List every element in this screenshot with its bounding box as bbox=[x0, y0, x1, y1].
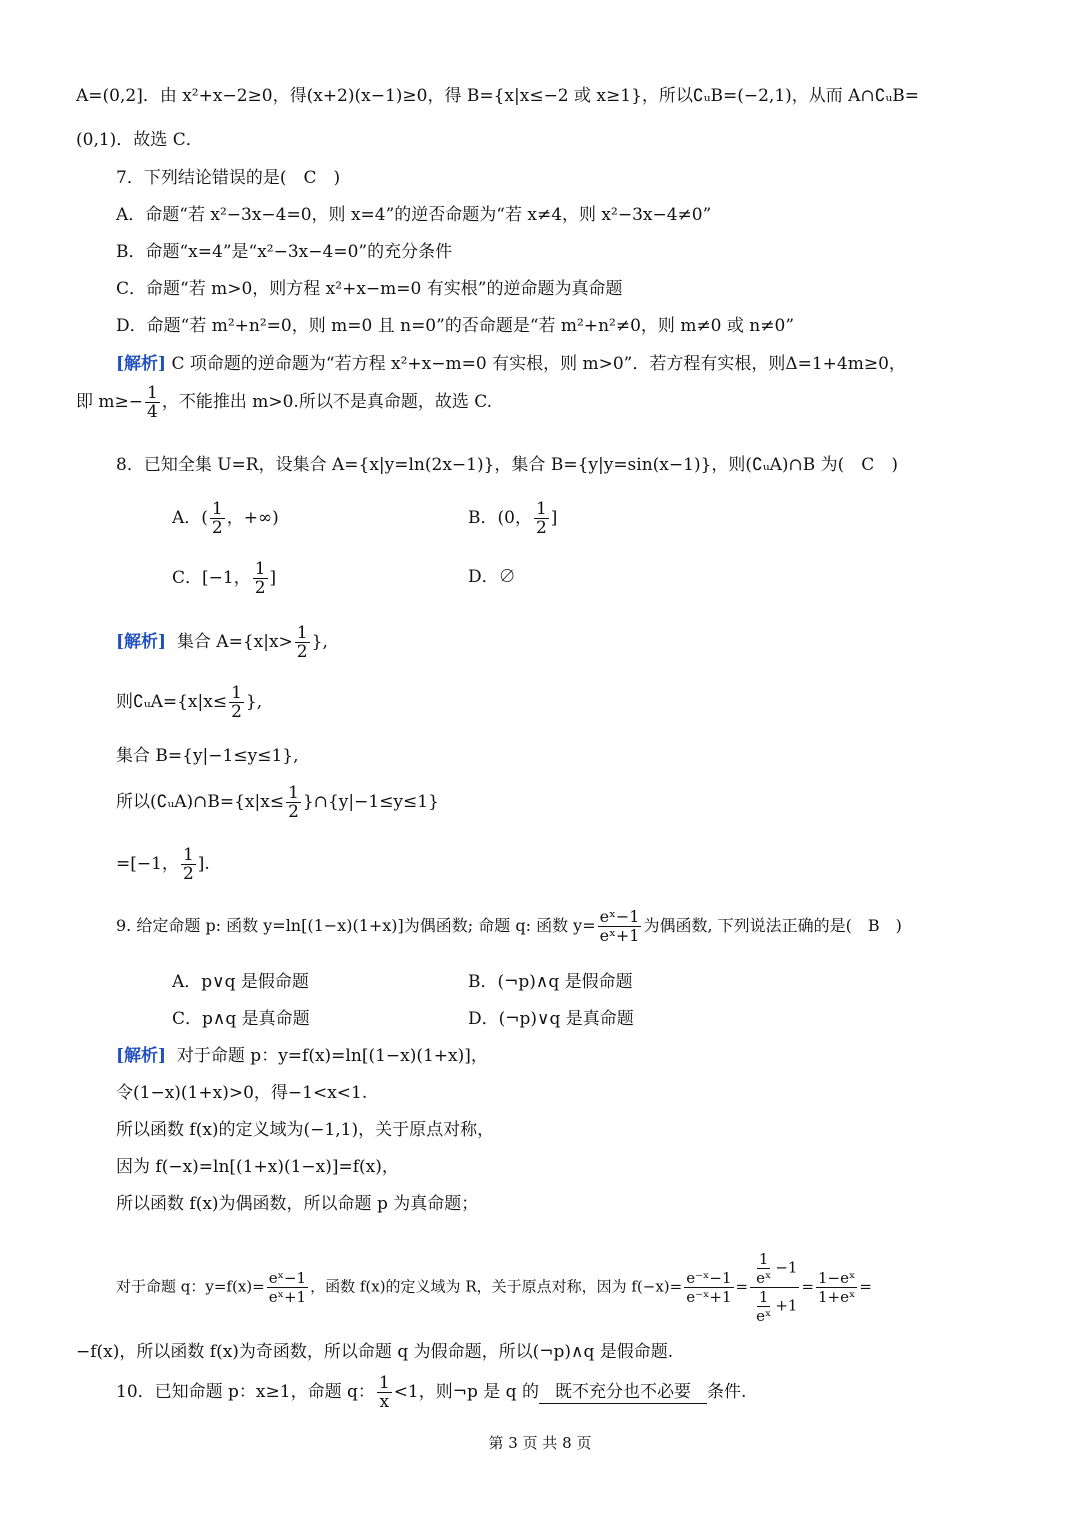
compound-fraction bbox=[750, 1250, 799, 1325]
numerator: 1 bbox=[147, 383, 158, 403]
analysis-line bbox=[116, 352, 906, 376]
answer-blank: 既不充分也不必要 bbox=[539, 1381, 707, 1404]
option-text: B．(0， bbox=[468, 508, 532, 528]
analysis-line bbox=[116, 846, 210, 883]
option-b: B．(¬p)∧q 是假命题 bbox=[468, 972, 633, 992]
numerator: e⁻ˣ−1 bbox=[686, 1269, 732, 1287]
denominator: eˣ bbox=[756, 1269, 772, 1287]
analysis-line bbox=[116, 684, 262, 721]
option-a: A．命题“若 x²−3x−4=0，则 x=4”的逆否命题为“若 x≠4，则 x²−3x−4≠0” bbox=[116, 205, 712, 225]
numerator: 1 bbox=[296, 623, 308, 643]
analysis-text: 所以(∁ᵤA)∩B={x|x≤ bbox=[116, 792, 285, 812]
option-text: ，+∞) bbox=[226, 508, 279, 528]
analysis-line bbox=[116, 1250, 872, 1325]
denominator bbox=[750, 1288, 799, 1325]
numerator: 1 bbox=[182, 845, 194, 865]
fraction bbox=[267, 1269, 308, 1306]
fraction bbox=[253, 560, 268, 597]
analysis-line: 因为 f(−x)=ln[(1+x)(1−x)]=f(x)， bbox=[116, 1157, 399, 1177]
numerator: 1 bbox=[211, 499, 223, 519]
page-footer: 第 3 页 共 8 页 bbox=[488, 1434, 592, 1452]
analysis-line bbox=[116, 624, 328, 661]
option-c bbox=[172, 560, 276, 597]
denominator: 2 bbox=[211, 518, 223, 538]
analysis-tag: [解析] bbox=[116, 354, 167, 374]
option-d: D．∅ bbox=[468, 567, 516, 587]
question-9-stem bbox=[116, 908, 902, 945]
equals-sign: = bbox=[735, 1277, 749, 1296]
option-text: ] bbox=[269, 568, 277, 588]
text-line: A=(0,2]．由 x²+x−2≥0，得(x+2)(x−1)≥0，得 B={x|x≤−2 或 x≥1}，所以∁ᵤB=(−2,1)，从而 A∩∁ᵤB= bbox=[76, 86, 920, 106]
denominator: 2 bbox=[296, 642, 308, 662]
question-text: 为偶函数, 下列说法正确的是( B ) bbox=[643, 916, 902, 935]
question-8-stem: 8．已知全集 U=R，设集合 A={x|y=ln(2x−1)}，集合 B={y|y=sin(x−1)}，则(∁ᵤA)∩B 为( C ) bbox=[116, 455, 898, 475]
numerator: 1 bbox=[758, 1250, 769, 1268]
analysis-text: }∩{y|−1≤y≤1} bbox=[302, 792, 439, 812]
analysis-line: −f(x)，所以函数 f(x)为奇函数，所以命题 q 为假命题，所以(¬p)∧q 是假命题. bbox=[76, 1342, 674, 1362]
analysis-text: }, bbox=[245, 692, 263, 712]
denominator: 2 bbox=[535, 518, 547, 538]
question-text: <1，则¬p 是 q 的 bbox=[393, 1382, 539, 1402]
denominator: 4 bbox=[147, 402, 158, 422]
analysis-line bbox=[116, 784, 439, 821]
analysis-text: }, bbox=[311, 632, 328, 652]
analysis-tag: [解析] bbox=[116, 632, 167, 652]
fraction bbox=[286, 784, 301, 821]
denominator: 2 bbox=[231, 702, 242, 722]
fraction bbox=[684, 1269, 733, 1306]
analysis-text: 集合 A={x|x> bbox=[176, 632, 293, 652]
denominator-tail: +1 bbox=[775, 1296, 798, 1315]
question-text: 9. 给定命题 p: 函数 y=ln[(1−x)(1+x)]为偶函数; 命题 q: 函数 y= bbox=[116, 916, 596, 935]
fraction bbox=[754, 1250, 773, 1287]
equals-sign: = bbox=[859, 1277, 872, 1296]
denominator: 1+eˣ bbox=[818, 1288, 856, 1306]
analysis-line: 所以函数 f(x)的定义域为(−1,1)，关于原点对称， bbox=[116, 1120, 495, 1140]
option-text: ] bbox=[550, 508, 558, 528]
analysis-line: 集合 B={y|−1≤y≤1}, bbox=[116, 746, 299, 766]
question-text: 条件. bbox=[706, 1382, 747, 1402]
numerator bbox=[750, 1250, 799, 1288]
equals-sign: = bbox=[801, 1277, 815, 1296]
option-text: A．( bbox=[172, 508, 208, 528]
analysis-text: ]. bbox=[197, 854, 210, 874]
fraction bbox=[145, 384, 160, 421]
text-line: (0,1)．故选 C． bbox=[76, 130, 203, 150]
analysis-line bbox=[76, 384, 492, 421]
denominator: eˣ bbox=[756, 1307, 772, 1325]
analysis-text: =[−1， bbox=[116, 854, 179, 874]
fraction bbox=[816, 1269, 857, 1306]
question-text: 10．已知命题 p：x≥1，命题 q： bbox=[116, 1382, 375, 1402]
fraction bbox=[377, 1374, 392, 1411]
analysis-text: 则∁ᵤA={x|x≤ bbox=[116, 692, 228, 712]
denominator: 2 bbox=[182, 864, 194, 884]
analysis-line: 所以函数 f(x)为偶函数，所以命题 p 为真命题； bbox=[116, 1194, 479, 1214]
numerator: 1 bbox=[535, 499, 547, 519]
option-text: C．[−1， bbox=[172, 568, 251, 588]
numerator: 1 bbox=[254, 559, 266, 579]
numerator: 1 bbox=[231, 683, 242, 703]
analysis-tag: [解析] bbox=[116, 1046, 167, 1066]
fraction bbox=[229, 684, 244, 721]
denominator: eˣ+1 bbox=[599, 926, 640, 945]
numerator: 1 bbox=[378, 1373, 390, 1393]
question-7-stem: 7．下列结论错误的是( C ) bbox=[116, 168, 341, 188]
denominator: eˣ+1 bbox=[268, 1288, 307, 1306]
option-a bbox=[172, 500, 279, 537]
option-d: D．(¬p)∨q 是真命题 bbox=[468, 1009, 634, 1029]
option-b: B．命题“x=4”是“x²−3x−4=0”的充分条件 bbox=[116, 242, 453, 262]
analysis-text: ，函数 f(x)的定义域为 R，关于原点对称，因为 f(−x)= bbox=[310, 1277, 683, 1296]
option-a: A．p∨q 是假命题 bbox=[172, 972, 309, 992]
denominator: x bbox=[379, 1392, 390, 1412]
analysis-text: 对于命题 p：y=f(x)=ln[(1−x)(1+x)]， bbox=[176, 1046, 488, 1066]
analysis-text: C 项命题的逆命题为“若方程 x²+x−m=0 有实根，则 m>0”．若方程有实根，则Δ=1+4m≥0， bbox=[171, 354, 906, 374]
fraction bbox=[295, 624, 310, 661]
analysis-text: 对于命题 q：y=f(x)= bbox=[116, 1277, 265, 1296]
fraction bbox=[534, 500, 549, 537]
numerator-tail: −1 bbox=[775, 1258, 798, 1277]
numerator: 1 bbox=[758, 1288, 769, 1306]
analysis-text: ，不能推出 m>0.所以不是真命题，故选 C. bbox=[161, 392, 493, 412]
option-b bbox=[468, 500, 557, 537]
fraction bbox=[210, 500, 225, 537]
fraction bbox=[754, 1288, 773, 1325]
option-c: C．命题“若 m>0，则方程 x²+x−m=0 有实根”的逆命题为真命题 bbox=[116, 279, 623, 299]
fraction bbox=[181, 846, 196, 883]
analysis-text: 即 m≥− bbox=[76, 392, 144, 412]
numerator: 1 bbox=[288, 783, 299, 803]
analysis-line: 令(1−x)(1+x)>0，得−1<x<1. bbox=[116, 1083, 368, 1103]
option-c: C．p∧q 是真命题 bbox=[172, 1009, 310, 1029]
analysis-line bbox=[116, 1044, 488, 1068]
question-10-stem bbox=[116, 1374, 746, 1411]
fraction bbox=[598, 908, 642, 945]
numerator: eˣ−1 bbox=[268, 1269, 307, 1287]
denominator: 2 bbox=[254, 578, 266, 598]
denominator: e⁻ˣ+1 bbox=[686, 1288, 732, 1306]
numerator: eˣ−1 bbox=[599, 907, 640, 926]
denominator: 2 bbox=[288, 802, 299, 822]
option-d: D．命题“若 m²+n²=0，则 m=0 且 n=0”的否命题是“若 m²+n²≠0，则 m≠0 或 n≠0” bbox=[116, 316, 795, 336]
numerator: 1−eˣ bbox=[818, 1269, 856, 1287]
